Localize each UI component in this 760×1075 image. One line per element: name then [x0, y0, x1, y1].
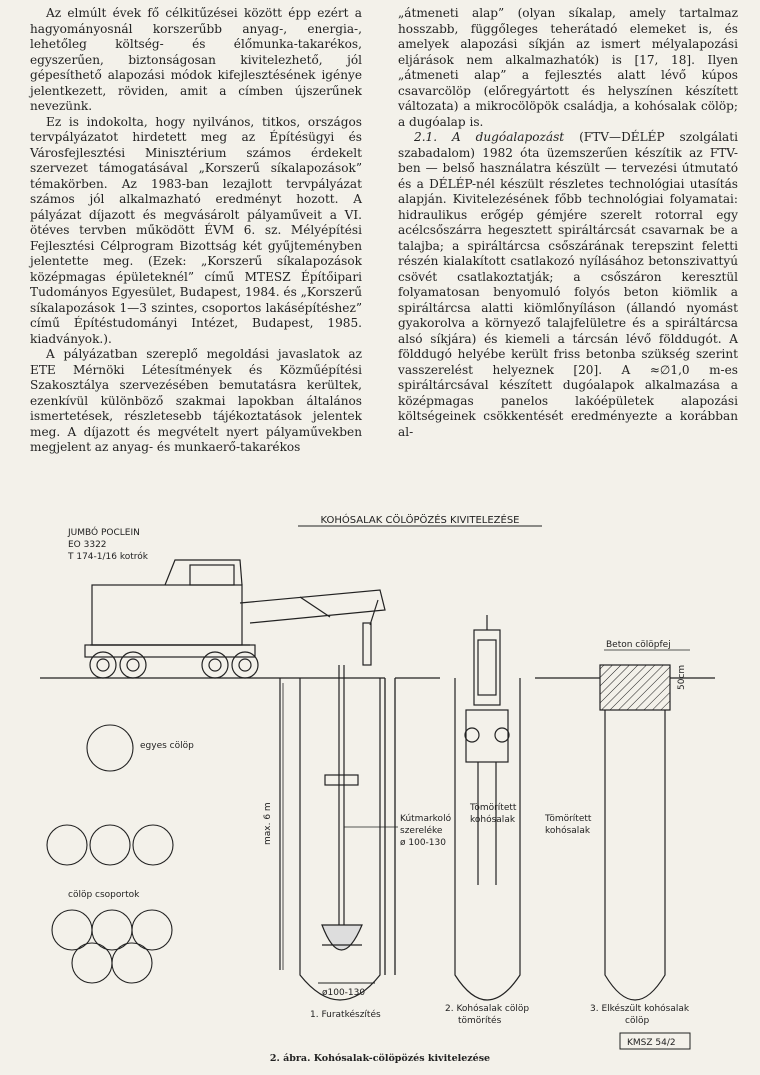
step-3-label: 3. Elkészült kohósalak	[590, 1004, 690, 1014]
cap-dim: 50cm	[677, 664, 687, 690]
cap-label: Beton cölöpfej	[606, 640, 671, 650]
compacted-label: kohósalak	[470, 815, 516, 825]
pile-construction-drawing	[0, 505, 760, 1065]
right-text-column	[398, 6, 738, 440]
paragraph: Az elmúlt évek fő célkitűzései között épp ezért a hagyományosnál korszerűbb anyag-, energia-, lehetőleg költség- és élőmunka-takarékos, egyszerűen, biztonságosan kivitelezhető, jól gépesíthető alapozási módok kifejlesztésének igénye jelentkezett, röviden, amit a címben újszerűnek nevezünk.	[30, 6, 362, 113]
section-number: 2.1.	[414, 130, 438, 144]
machine-name: JUMBÓ POCLEIN	[68, 528, 140, 538]
pile-groups-label: cölöp csoportok	[68, 890, 140, 900]
paragraph-part: Ez is indokolta, hogy nyilvános, titkos, országos tervpályázatot hirdetett meg az Építésügyi és Városfejlesztési Minisztérium számos érdekelt szervezet támogatásával „Korszerű síkalapozások” témakörben.	[30, 114, 362, 191]
excavator	[85, 560, 385, 678]
machine-model: EO 3322	[68, 540, 107, 550]
pile-plan-symbols	[47, 725, 173, 983]
paragraph: „átmeneti alap” (olyan síkalap, amely tartalmaz hosszabb, függőleges teherátadó elemeket is, és amelyek alapozási síkján az ismert mélyalapozási eljárások nem alkalmazhatók) is [17, 18]. Ilyen „átmeneti alap” a fejlesztés alatt lévő kúpos csavarcölöp (előregyártott és helyszínen készített változata) a mikrocölöpök családja, a kohósalak cölöp; a dugóalap is.	[398, 6, 738, 129]
figure-caption: 2. ábra. Kohósalak-cölöpözés kivitelezése	[269, 1053, 491, 1064]
left-text-column	[30, 6, 362, 456]
figure	[0, 505, 760, 1065]
machine-type: T 174-1/16 kotrók	[68, 552, 149, 562]
compacted-label: Tömörített	[470, 803, 517, 813]
paragraph-part: (FTV—DÉLÉP szolgálati szabadalom) 1982 óta üzemszerűen készítik az FTV-ben — belső használatra készült — tervezési útmutató és a DÉLÉP-nél készült részletes technológiai utasítás alapján. Kivitelezésének főbb technológiai folyamatai: hidraulikus erőgép gémjére szerelt rotorral egy acélcsőszárra hegesztett spiráltárcsát csavarnak be a talajba; a spiráltárcsa csőszárának terepszint feletti részén kialakított csatlakozó nyílásához betonszivattyú csövét csatlakoztatják; a csőszáron keresztül folyamatosan benyomuló folyós beton kiömlik a spiráltárcsa alatti kiömlőnyíláson (állandó nyomást gyakorolva a környező talajfelületre és a spiráltárcsa alsó síkjára) és kiemeli a tárcsán lévő földdugót. A földdugó helyébe került friss betonba szükség szerint vasszerelést helyeznek [20]. A ≈∅1,0 m-es spiráltárcsával készített dugóalapok alkalmazása a középmagas panelos lakóépületek alapozási költségeinek csökkentését eredményezte a korábban al-	[398, 130, 738, 439]
step-1-label: 1. Furatkészítés	[310, 1010, 381, 1020]
figure-title: KOHÓSALAK CÖLÖPÖZÉS KIVITELEZÉSE	[320, 515, 520, 526]
step-3-label: cölöp	[625, 1016, 650, 1026]
bottom-diameter: ø100-130	[322, 988, 366, 998]
max-depth-label: max. 6 m	[263, 802, 273, 845]
step-2-label: tömörítés	[458, 1016, 502, 1026]
tool-label: ø 100-130	[400, 838, 446, 848]
section-title: A dugóalapozást	[452, 130, 565, 144]
tool-label: Kútmarkoló	[400, 814, 452, 824]
drawing-code: KMSZ 54/2	[627, 1038, 676, 1048]
single-pile-label: egyes cölöp	[140, 741, 194, 751]
paragraph	[30, 115, 362, 348]
section-paragraph	[398, 130, 738, 440]
compacted-label-right: kohósalak	[545, 826, 591, 836]
paragraph: A pályázatban szereplő megoldási javaslatok az ETE Mérnöki Létesítmények és Közműépítési Szakosztálya szervezésében bemutatásra kerültek, ezenkívül különböző szakmai lapokban általános ismertetések, részletesebb tájékoztatások jelentek meg. A díjazott és megvételt nyert pályaművekben megjelent az anyag- és munkaerő-takarékos	[30, 347, 362, 454]
step-2-label: 2. Kohósalak cölöp	[445, 1004, 530, 1014]
compacted-label-right: Tömörített	[545, 814, 592, 824]
tool-label: szereléke	[400, 826, 443, 836]
paragraph-bold-part: Az 1983-ban lezajlott tervpályázat számos jól alkalmazható eredményt hozott. A pályázat díjazott és megvásárolt pályaműveit a VI. ötéves tervben működött ÉVM 6. sz. Mélyépítési Fejlesztési Célprogram Bizottság két gyűjteményben jelentette meg. (Ezek: „Korszerű síkalapozások középmagas épületeknél” című MTESZ Építőipari Tudományos Egyesület, Budapest, 1984. és „Korszerű síkalapozások 1—3 szintes, csoportos lakásépítéshez” című Építéstudományi Intézet, Budapest, 1985. kiadványok.).	[30, 176, 362, 346]
